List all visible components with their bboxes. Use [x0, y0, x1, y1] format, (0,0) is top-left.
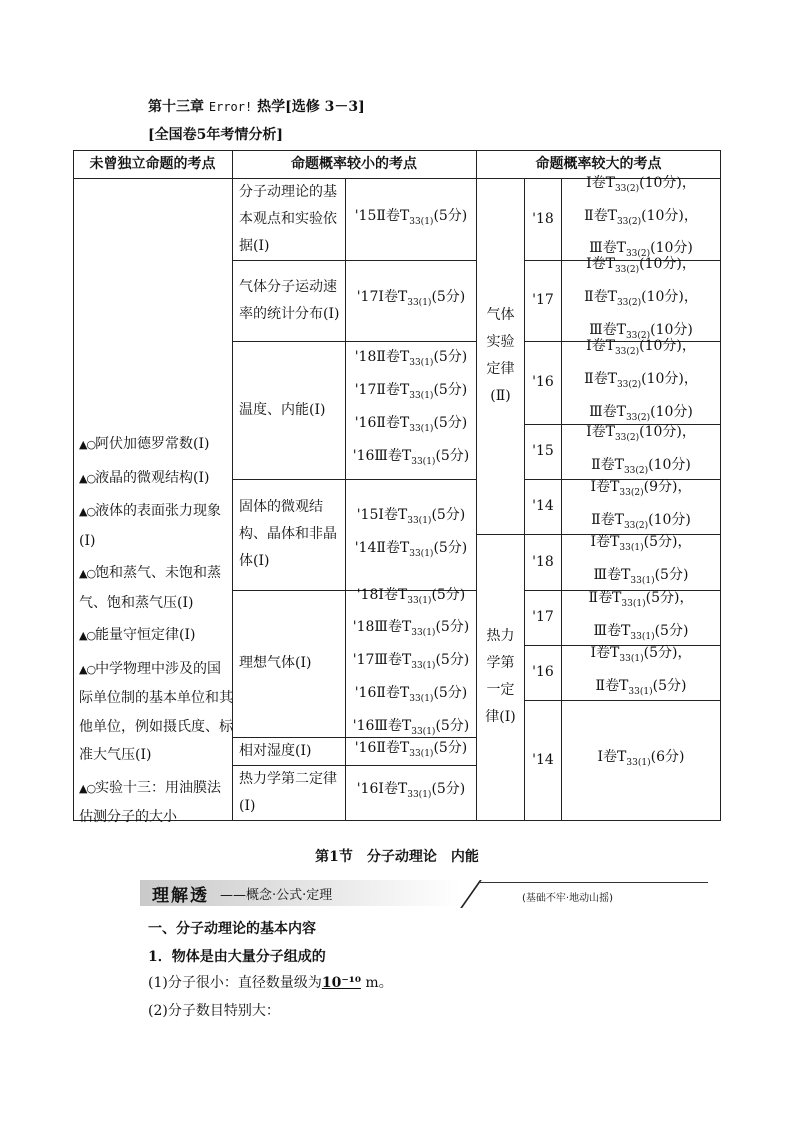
exam-ref: Ⅱ卷$T_{33(2)}(10$分)，	[584, 207, 698, 227]
high-probability-refs	[562, 338, 720, 424]
low-probability-refs	[346, 178, 476, 260]
header-high-probability: 命题概率较大的考点	[535, 155, 662, 172]
triangle-circle-icon: ▲○	[79, 567, 96, 580]
exam-ref: Ⅲ卷$T_{33(2)}(10$分)	[589, 403, 693, 423]
exam-ref: Ⅱ卷$T_{33(1)}(5$分)，	[588, 589, 694, 609]
low-probability-topic: 气体分子运动速率的统计分布(Ⅰ)	[239, 278, 340, 322]
analysis-subtitle: [全国卷5年考情分析]	[148, 127, 283, 143]
exam-year: '15	[532, 443, 554, 459]
high-probability-refs	[562, 174, 720, 260]
exam-ref: '16Ⅲ卷$T_{33(1)}(5$分)	[352, 717, 470, 737]
exam-ref: '17Ⅲ卷$T_{33(1)}(5$分)	[352, 652, 470, 671]
low-probability-topic: 相对湿度(Ⅰ)	[239, 742, 312, 759]
exam-ref: Ⅱ卷$T_{33(2)}(10$分)，	[584, 289, 698, 308]
triangle-circle-icon: ▲○	[79, 438, 96, 451]
exam-analysis-table	[73, 150, 721, 825]
banner-subtitle: ——概念·公式·定理	[220, 888, 333, 903]
low-probability-refs	[346, 479, 476, 590]
exam-ref: Ⅰ卷$T_{33(2)}(10$分)，	[586, 338, 696, 358]
exam-year: '16	[532, 664, 554, 680]
untested-topic-item: ▲○实验十三：用油膜法估测分子的大小	[79, 779, 222, 825]
triangle-circle-icon: ▲○	[79, 662, 96, 676]
exam-ref: '15Ⅱ卷$T_{33(1)}(5$分)	[354, 207, 468, 227]
high-probability-refs	[562, 534, 720, 590]
exam-ref: '16Ⅰ卷$T_{33(1)}(5$分)	[356, 781, 466, 800]
exam-ref: Ⅲ卷$T_{33(1)}(5$分)	[593, 622, 689, 642]
heading-2: 1．物体是由大量分子组成的	[148, 949, 326, 965]
exam-ref: '15Ⅰ卷$T_{33(1)}(5$分)	[356, 506, 466, 526]
exam-ref: Ⅱ卷$T_{33(2)}(10$分)	[591, 511, 691, 531]
low-probability-topic: 固体的微观结构、晶体和非晶体(Ⅰ)	[239, 499, 337, 569]
exam-ref: Ⅱ卷$T_{33(2)}(10$分)，	[584, 371, 698, 390]
exam-year: '14	[532, 751, 554, 768]
high-probability-refs	[562, 645, 720, 700]
exam-ref: '16Ⅲ卷$T_{33(1)}(5$分)	[352, 447, 470, 467]
exam-ref: '16Ⅱ卷$T_{33(1)}(5$分)	[354, 415, 468, 434]
triangle-circle-icon: ▲○	[79, 471, 96, 485]
exam-ref: '17Ⅱ卷$T_{33(1)}(5$分)	[354, 382, 468, 401]
high-probability-refs	[562, 479, 720, 534]
exam-ref: Ⅲ卷$T_{33(1)}(5$分)	[593, 567, 689, 586]
section-banner	[140, 880, 708, 906]
exam-ref: '18Ⅲ卷$T_{33(1)}(5$分)	[352, 619, 470, 639]
high-probability-refs	[562, 700, 720, 820]
untested-topic-item: ▲○中学物理中涉及的国际单位制的基本单位和其他单位，例如摄氏度、标准大气压(Ⅰ)	[79, 660, 233, 763]
paragraph-1: (1)分子很小：直径数量级为10⁻¹⁰ m。	[148, 975, 393, 991]
banner-title: 理解透	[152, 886, 209, 906]
triangle-circle-icon: ▲○	[79, 781, 96, 795]
header-low-probability: 命题概率较小的考点	[291, 155, 417, 172]
exam-ref: Ⅲ卷$T_{33(2)}(10$分)	[589, 321, 693, 341]
exam-year: '14	[532, 498, 554, 514]
untested-topic-item: ▲○液体的表面张力现象(Ⅰ)	[79, 503, 222, 549]
exam-ref: '17Ⅰ卷$T_{33(1)}(5$分)	[356, 289, 466, 308]
untested-topic-item: ▲○液晶的微观结构(Ⅰ)	[79, 469, 210, 486]
exam-ref: Ⅰ卷$T_{33(2)}(10$分)，	[586, 256, 696, 276]
exam-ref: Ⅰ卷$T_{33(2)}(10$分)，	[586, 423, 696, 443]
low-probability-refs	[346, 260, 476, 341]
low-probability-topic: 热力学第二定律(Ⅰ)	[239, 770, 337, 814]
low-probability-refs	[346, 586, 476, 737]
exam-year: '18	[532, 210, 554, 227]
untested-topic-item: ▲○能量守恒定律(Ⅰ)	[79, 627, 196, 643]
exam-year: '17	[532, 292, 554, 308]
exam-ref: '18Ⅰ卷$T_{33(1)}(5$分)	[356, 586, 466, 606]
high-probability-refs	[562, 590, 720, 645]
exam-year: '17	[532, 609, 554, 625]
low-probability-refs	[346, 341, 476, 479]
header-not-tested: 未曾独立命题的考点	[89, 155, 216, 172]
exam-ref: '16Ⅱ卷$T_{33(1)}(5$分)	[354, 684, 468, 704]
exam-ref: Ⅰ卷$T_{33(2)}(9$分)，	[590, 478, 692, 498]
triangle-circle-icon: ▲○	[79, 629, 96, 642]
exam-ref: '16Ⅱ卷$T_{33(1)}(5$分)	[354, 739, 468, 759]
exam-ref: Ⅰ卷$T_{33(1)}(6$分)	[597, 748, 685, 768]
low-probability-refs	[346, 737, 476, 765]
low-probability-topic: 温度、内能(Ⅰ)	[239, 401, 326, 418]
heading-1: 一、分子动理论的基本内容	[148, 921, 316, 937]
exam-ref: '18Ⅱ卷$T_{33(1)}(5$分)	[354, 349, 468, 369]
section-title: 第1节 分子动理论 内能	[315, 849, 479, 865]
exam-ref: Ⅰ卷$T_{33(1)}(5$分)，	[590, 534, 692, 553]
exam-ref: Ⅲ卷$T_{33(2)}(10$分)	[589, 240, 693, 260]
low-probability-topic: 分子动理论的基本观点和实验依据(Ⅰ)	[239, 183, 337, 254]
low-probability-topic: 理想气体(Ⅰ)	[239, 655, 312, 671]
exam-year: '16	[532, 374, 554, 390]
exam-ref: Ⅱ卷$T_{33(1)}(5$分)	[595, 677, 687, 697]
exam-year: '18	[532, 553, 554, 570]
high-probability-refs	[562, 256, 720, 341]
high-probability-refs	[562, 424, 720, 479]
exam-ref: Ⅱ卷$T_{33(2)}(10$分)	[591, 456, 691, 476]
triangle-circle-icon: ▲○	[79, 505, 96, 518]
chapter-title: 第十三章 Error! 热学[选修 3－3]	[148, 99, 365, 115]
high-probability-group: 热力学第一定律(Ⅰ)	[485, 628, 516, 725]
exam-ref: '14Ⅱ卷$T_{33(1)}(5$分)	[354, 539, 468, 559]
high-probability-group: 气体实验定律(Ⅱ)	[486, 307, 515, 404]
exam-ref: Ⅰ卷$T_{33(1)}(5$分)，	[590, 644, 692, 664]
banner-note: (基础不牢·地动山摇)	[522, 893, 613, 904]
exam-ref: Ⅰ卷$T_{33(2)}(10$分)，	[586, 174, 696, 194]
untested-topic-item: ▲○阿伏加德罗常数(Ⅰ)	[79, 436, 210, 452]
untested-topic-list	[79, 430, 234, 832]
paragraph-2: (2)分子数目特别大：	[148, 1003, 280, 1019]
low-probability-refs	[346, 765, 476, 820]
untested-topic-item: ▲○饱和蒸气、未饱和蒸气、饱和蒸气压(Ⅰ)	[79, 565, 222, 611]
